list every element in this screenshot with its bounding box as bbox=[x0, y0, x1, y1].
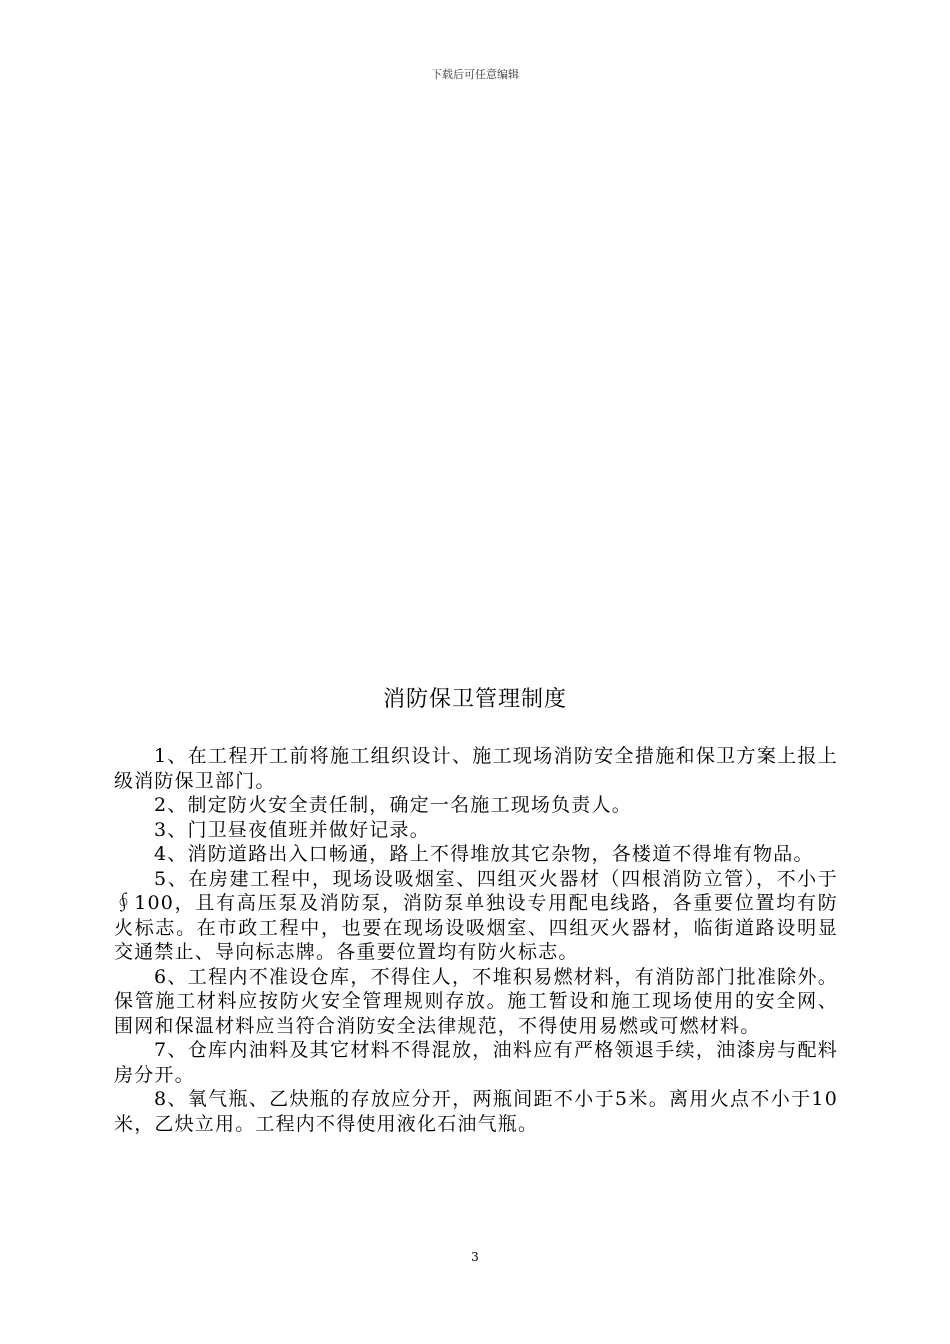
document-title: 消防保卫管理制度 bbox=[382, 687, 567, 712]
paragraph-4: 4、消防道路出入口畅通，路上不得堆放其它杂物，各楼道不得堆有物品。 bbox=[154, 843, 814, 865]
paragraph-5: 5、在房建工程中，现场设吸烟室、四组灭火器材（四根消防立管），不小于∮100，且有高压泵及消防泵，消防泵单独设专用配电线路，各重要位置均有防火标志。在市政工程中，也要在现场设吸烟室、四组灭火器材，临街道路设明显交通禁止、导向标志牌。各重要位置均有防火标志。 bbox=[114, 867, 838, 963]
paragraph-3: 3、门卫昼夜值班并做好记录。 bbox=[154, 818, 430, 841]
header-note: 下载后可任意编辑 bbox=[431, 68, 519, 81]
paragraph-1: 1、在工程开工前将施工组织设计、施工现场消防安全措施和保卫方案上报上级消防保卫部门。 bbox=[114, 745, 838, 792]
paragraph-2: 2、制定防火安全责任制，确定一名施工现场负责人。 bbox=[154, 794, 632, 816]
page-number: 3 bbox=[471, 1250, 479, 1264]
paragraph-6: 6、工程内不准设仓库，不得住人，不堆积易燃材料，有消防部门批准除外。保管施工材料应按防火安全管理规则存放。施工暂设和施工现场使用的安全网、围网和保温材料应当符合消防安全法律规范，不得使用易燃或可燃材料。 bbox=[114, 965, 838, 1037]
paragraph-7: 7、仓库内油料及其它材料不得混放，油料应有严格领退手续，油漆房与配料房分开。 bbox=[114, 1039, 838, 1086]
paragraph-8: 8、氧气瓶、乙炔瓶的存放应分开，两瓶间距不小于5米。离用火点不小于10米，乙炔立用。工程内不得使用液化石油气瓶。 bbox=[114, 1088, 838, 1135]
document-body bbox=[114, 744, 838, 1136]
